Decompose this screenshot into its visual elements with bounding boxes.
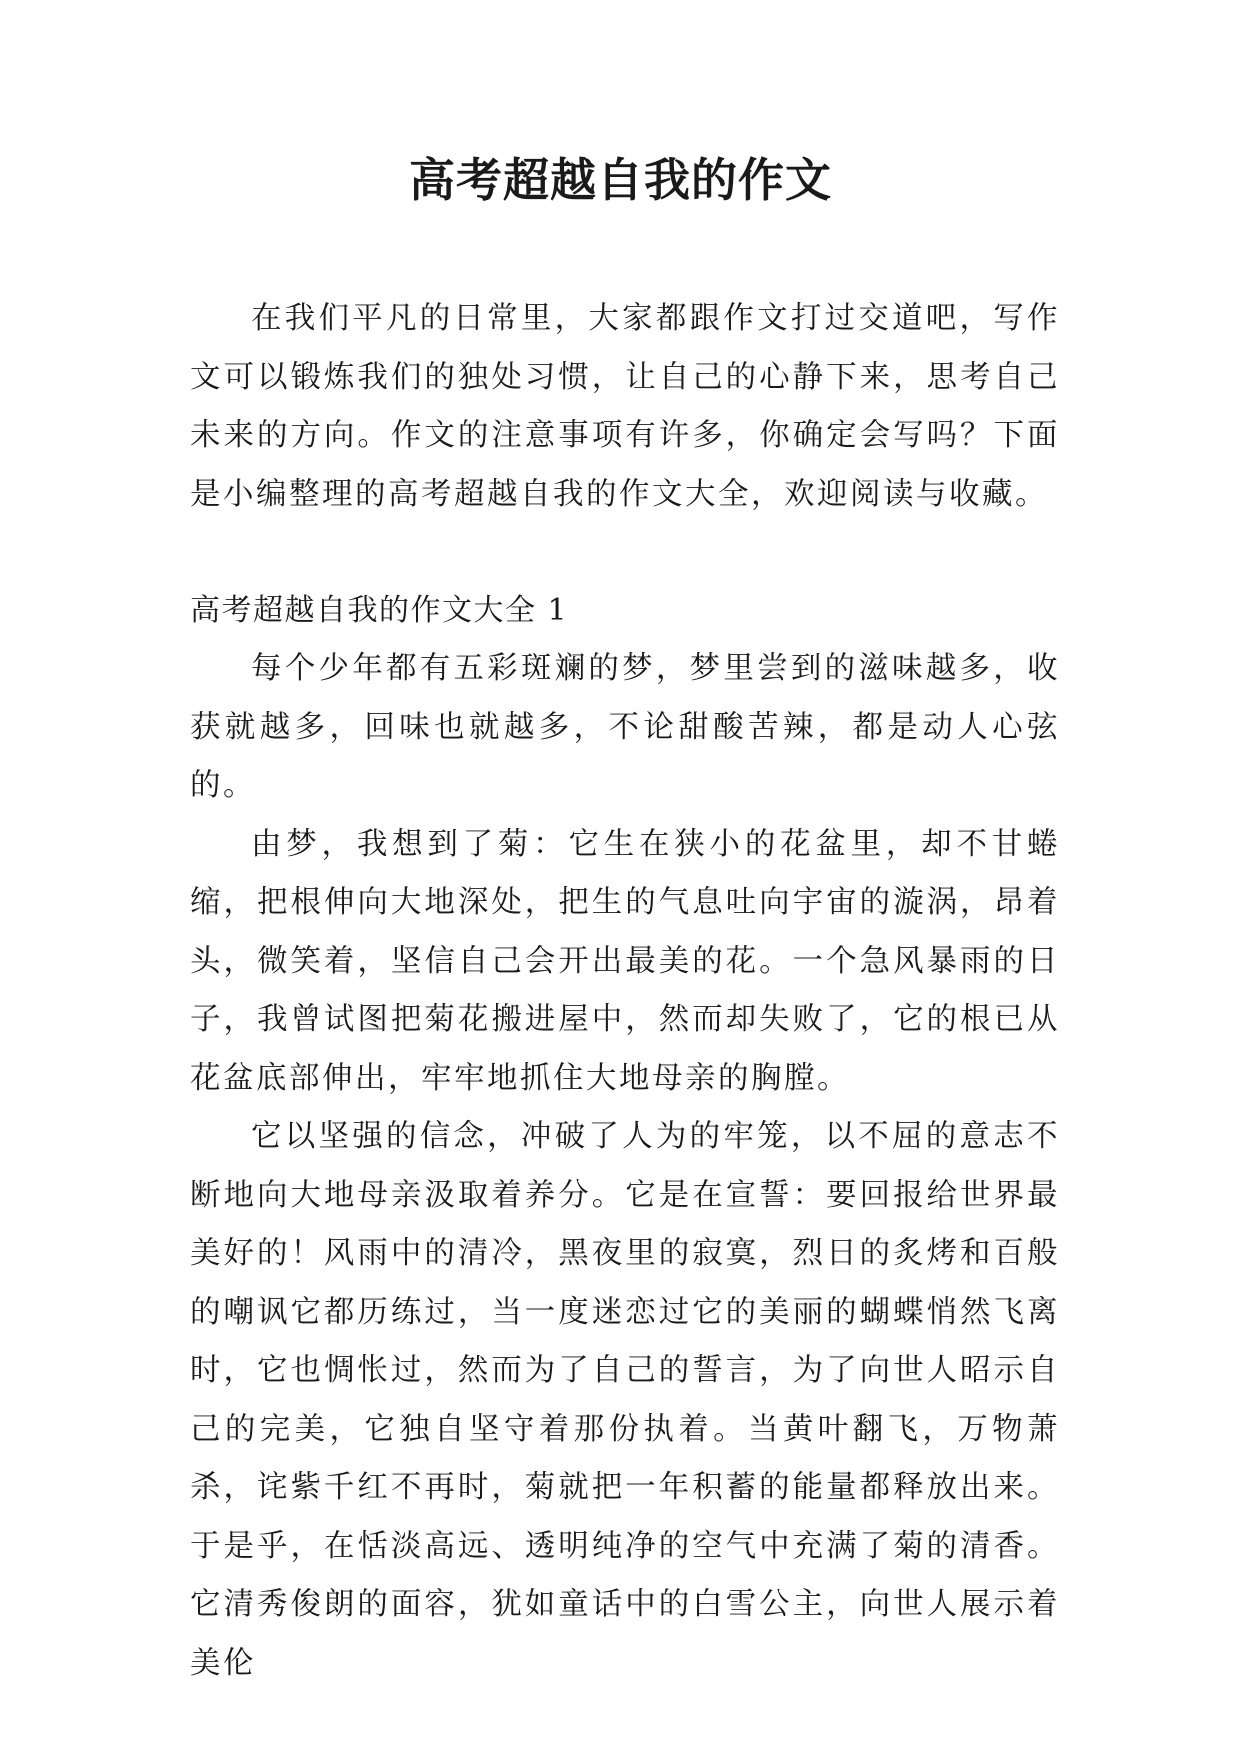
intro-paragraph: 在我们平凡的日常里，大家都跟作文打过交道吧，写作文可以锻炼我们的独处习惯，让自己的心静下来，思考自己未来的方向。作文的注意事项有许多，你确定会写吗？下面是小编整理的高考超越自我的作文大全，欢迎阅读与收藏。: [190, 301, 1060, 512]
body-paragraph-3: 它以坚强的信念，冲破了人为的牢笼，以不屈的意志不断地向大地母亲汲取着养分。它是在宣誓：要回报给世界最美好的！风雨中的清冷，黑夜里的寂寞，烈日的炙烤和百般的嘲讽它都历练过，当一度迷恋过它的美丽的蝴蝶悄然飞离时，它也惆怅过，然而为了自己的誓言，为了向世人昭示自己的完美，它独自坚守着那份执着。当黄叶翻飞，万物萧杀，诧紫千红不再时，菊就把一年积蓄的能量都释放出来。于是乎，在恬淡高远、透明纯净的空气中充满了菊的清香。它清秀俊朗的面容，犹如童话中的白雪公主，向世人展示着美伦: [190, 1119, 1060, 1681]
document-title: 高考超越自我的作文: [409, 153, 832, 207]
document-body: [190, 290, 1060, 1693]
section-heading: 高考超越自我的作文大全 1: [190, 593, 569, 628]
body-paragraph-1: 每个少年都有五彩斑斓的梦，梦里尝到的滋味越多，收获就越多，回味也就越多，不论甜酸苦辣，都是动人心弦的。: [190, 651, 1060, 803]
body-paragraph-2: 由梦，我想到了菊：它生在狭小的花盆里，却不甘蜷缩，把根伸向大地深处，把生的气息吐向宇宙的漩涡，昂着头，微笑着，坚信自己会开出最美的花。一个急风暴雨的日子，我曾试图把菊花搬进屋中，然而却失败了，它的根已从花盆底部伸出，牢牢地抓住大地母亲的胸膛。: [190, 826, 1060, 1096]
